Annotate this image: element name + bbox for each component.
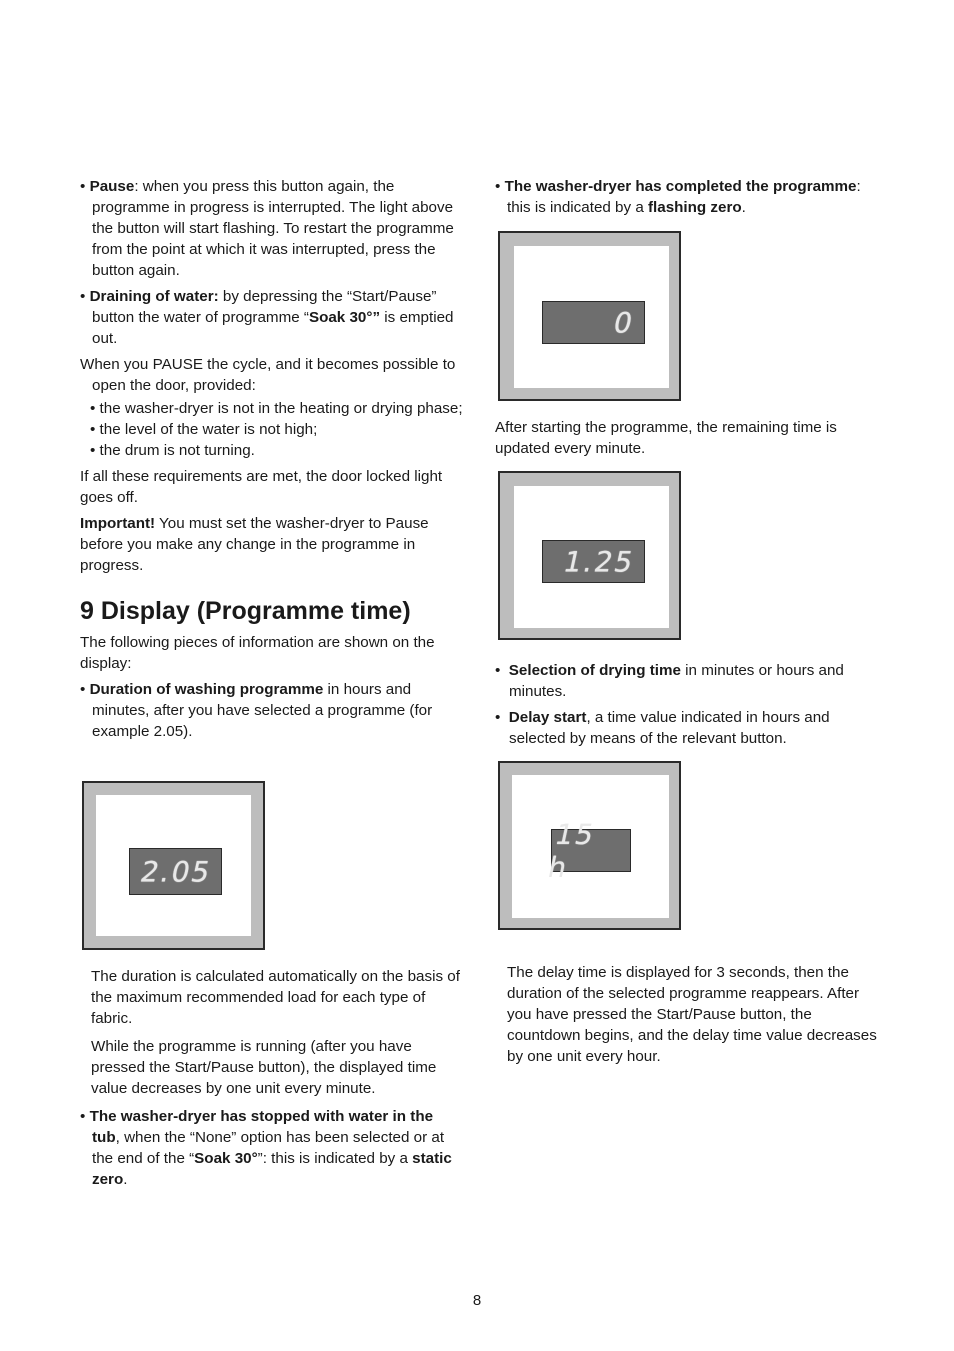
drain-item: • Draining of water: by depressing the “Start/Pause” button the water of programme “Soak 30°” is emptied out. xyxy=(80,288,454,347)
lcd-readout: 15 h xyxy=(544,817,599,884)
door-note: If all these requirements are met, the door locked light goes off. xyxy=(80,468,443,506)
pause-note: When you PAUSE the cycle, and it becomes possible to open the door, provided: xyxy=(80,356,456,394)
page-number: 8 xyxy=(472,1292,482,1309)
pause-label: Pause xyxy=(89,178,135,195)
intro-text: The following pieces of information are shown on the display: xyxy=(80,634,435,672)
update-note: After starting the programme, the remaining time is updated every minute. xyxy=(495,419,837,457)
condition-item: • the level of the water is not high; xyxy=(90,421,318,438)
section-heading: 9 Display (Programme time) xyxy=(80,597,411,625)
display-panel-flashing-zero xyxy=(498,231,681,401)
completed-item: • The washer-dryer has completed the programme: this is indicated by a flashing zero. xyxy=(495,178,861,216)
delay-item: • Delay start, a time value indicated in hours and selected by means of the relevant button. xyxy=(495,709,830,747)
right-column xyxy=(495,176,880,223)
delay-note-block xyxy=(507,962,882,1072)
important-note: Important! You must set the washer-dryer to Pause before you make any change in the programme in progress. xyxy=(80,515,429,574)
drying-block xyxy=(495,660,880,754)
running-note: While the programme is running (after you have pressed the Start/Pause button), the displayed time value decreases by one unit every minute. xyxy=(91,1038,437,1097)
lcd-screen xyxy=(542,301,645,344)
lcd-readout: 1.25 xyxy=(560,545,638,578)
left-column xyxy=(80,176,465,747)
calc-note: The duration is calculated automatically on the basis of the maximum recommended load for each type of fabric. xyxy=(91,968,460,1027)
delay-note: The delay time is displayed for 3 seconds, then the duration of the selected programme reappears. After you have pressed the Start/Pause button, the countdown begins, and the delay time value decreases by one unit every hour. xyxy=(507,964,877,1065)
lcd-screen xyxy=(129,848,222,895)
left-column-lower xyxy=(91,966,463,1104)
lcd-readout: 2.05 xyxy=(137,855,215,888)
pause-item: • Pause: when you press this button again, the programme in progress is interrupted. The light above the button will start flashing. To restart the programme from the point at which it was interrupted, press the button again. xyxy=(80,178,454,279)
display-panel-duration xyxy=(82,781,265,950)
stopped-block xyxy=(80,1106,465,1195)
lcd-readout: 0 xyxy=(610,306,638,339)
condition-item: • the washer-dryer is not in the heating or drying phase; xyxy=(90,400,463,417)
lcd-screen xyxy=(544,817,631,884)
duration-item: • Duration of washing programme in hours and minutes, after you have selected a programme (for example 2.05). xyxy=(80,681,433,740)
display-panel-remaining xyxy=(498,471,681,640)
lcd-screen xyxy=(542,540,645,583)
conditions-list xyxy=(80,398,465,461)
condition-item: • the drum is not turning. xyxy=(90,442,255,459)
display-panel-delay xyxy=(498,761,681,930)
stopped-item: • The washer-dryer has stopped with water in the tub, when the “None” option has been selected or at the end of the “Soak 30°”: this is indicated by a static zero. xyxy=(80,1108,452,1188)
update-block xyxy=(495,417,880,464)
drying-item: • Selection of drying time in minutes or hours and minutes. xyxy=(495,662,844,700)
